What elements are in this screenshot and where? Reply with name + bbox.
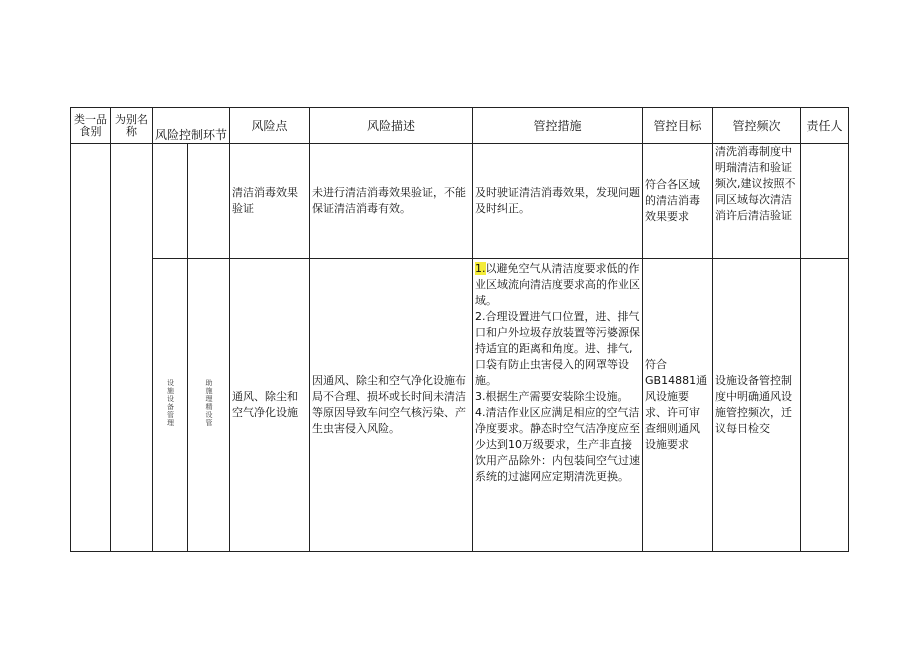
sub-section-label: 助施理精设管: [205, 378, 213, 427]
measure-item-1: [475, 261, 640, 309]
table-row: [71, 259, 849, 552]
control-target-cell: 符合GB14881通风设施要求、许可审查细则通风设施要求: [643, 259, 713, 552]
header-row: [71, 108, 849, 144]
name-cell: [111, 144, 153, 552]
subsection-cell: [188, 259, 230, 552]
header-name: 为别名称: [111, 108, 153, 144]
responsible-cell: [801, 259, 849, 552]
risk-description-cell: 因通风、除尘和空气净化设施布局不合理、损坏或长时间未清洁等原因导致车问空气核污染、产生虫害侵入风险。: [310, 259, 473, 552]
control-target-cell: 符合各区域的清洁消毒效果要求: [643, 144, 713, 259]
subsection-cell: [188, 144, 230, 259]
control-frequency-cell: 清洗消毒制度中明瑞清洁和验证频次,建议按照不同区域每次清洁消许后清洁验证: [713, 144, 801, 259]
risk-point-cell: 通风、除尘和空气净化设施: [230, 259, 310, 552]
responsible-cell: [801, 144, 849, 259]
header-control-section: 风险控制环节: [153, 108, 230, 144]
header-risk-description: 风险描述: [310, 108, 473, 144]
header-control-frequency: 管控频次: [713, 108, 801, 144]
risk-description-cell: 未进行清洁消毒效果验证，不能保证清洁消毒有效。: [310, 144, 473, 259]
header-category: 类一品食别: [71, 108, 111, 144]
risk-control-table: [70, 107, 849, 552]
highlight-mark: 1.: [475, 262, 486, 275]
control-section-label: 设施设备管理: [166, 378, 175, 427]
header-control-target: 管控目标: [643, 108, 713, 144]
control-measures-cell: [473, 259, 643, 552]
control-measures-cell: 及时驶证清洁消毒效果，发现问题及时纠正。: [473, 144, 643, 259]
header-responsible: 责任人: [801, 108, 849, 144]
table-row: [71, 144, 849, 259]
measure-item-4: 4.清洁作业区应满足相应的空气洁净度要求。静态时空气洁净度应至少达到10万级要求，生产非直接饮用产品除外：内包装间空气过速系统的过滤网应定期清洗更换。: [475, 406, 640, 483]
measure-item-2: 2.合理设置进气口位置，进、排气口和户外垃圾存放装置等污婆源保持适宜的距离和角度。进、排气,口袋有防止虫害侵入的网罩等设施。: [475, 310, 640, 387]
risk-point-cell: 清洁消毒效果验证: [230, 144, 310, 259]
header-risk-point: 风险点: [230, 108, 310, 144]
section-cell: [153, 144, 188, 259]
category-cell: [71, 144, 111, 552]
control-frequency-cell: 设施设备管控制度中明确通风设施管控频次，迁议每日检交: [713, 259, 801, 552]
section-cell: [153, 259, 188, 552]
header-control-measures: 管控措施: [473, 108, 643, 144]
measure-item-3: 3.根据生产需要安装除尘设施。: [475, 390, 629, 403]
measure-1-text: 以避免空气从清洁度要求低的作业区域流向清洁度要求高的作业区域。: [475, 262, 640, 307]
